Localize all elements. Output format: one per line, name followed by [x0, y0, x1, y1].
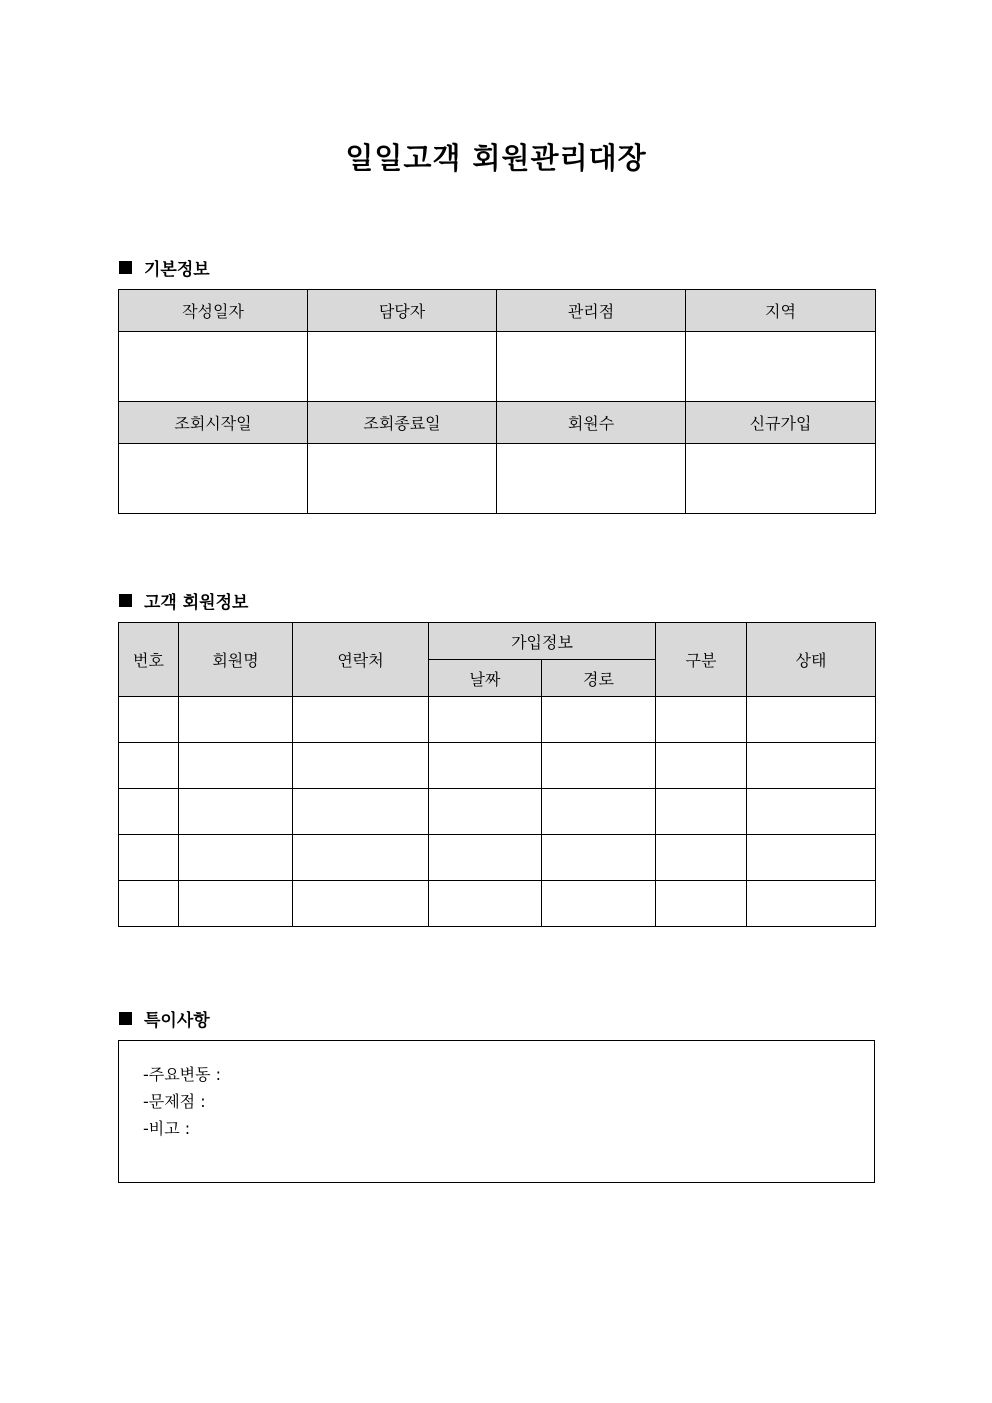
table-cell[interactable] — [293, 789, 429, 835]
header-contact: 연락처 — [293, 623, 429, 697]
table-row — [119, 697, 876, 743]
table-cell[interactable] — [429, 881, 542, 927]
header-new-signups: 신규가입 — [686, 402, 876, 444]
header-created-date: 작성일자 — [119, 290, 308, 332]
table-cell[interactable] — [747, 835, 876, 881]
member-info-table — [118, 622, 876, 927]
header-member-name: 회원명 — [179, 623, 293, 697]
branch-cell[interactable] — [497, 332, 686, 402]
header-query-start: 조회시작일 — [119, 402, 308, 444]
square-bullet-icon — [119, 261, 132, 274]
query-end-cell[interactable] — [308, 444, 497, 514]
note-remarks: -비고 : — [143, 1119, 191, 1138]
table-cell[interactable] — [179, 835, 293, 881]
table-cell[interactable] — [656, 697, 747, 743]
table-cell[interactable] — [119, 881, 179, 927]
table-row — [119, 881, 876, 927]
table-cell[interactable] — [179, 881, 293, 927]
table-cell[interactable] — [747, 743, 876, 789]
table-cell[interactable] — [293, 743, 429, 789]
header-join-info: 가입정보 — [429, 623, 656, 660]
created-date-cell[interactable] — [119, 332, 308, 402]
header-manager: 담당자 — [308, 290, 497, 332]
table-cell[interactable] — [293, 697, 429, 743]
header-category: 구분 — [656, 623, 747, 697]
table-cell[interactable] — [656, 789, 747, 835]
table-cell[interactable] — [656, 835, 747, 881]
header-join-date: 날짜 — [429, 660, 542, 697]
basic-info-table — [118, 289, 876, 514]
manager-cell[interactable] — [308, 332, 497, 402]
table-cell[interactable] — [747, 881, 876, 927]
table-cell[interactable] — [542, 789, 656, 835]
table-cell[interactable] — [656, 743, 747, 789]
table-cell[interactable] — [747, 789, 876, 835]
table-cell[interactable] — [429, 789, 542, 835]
header-number: 번호 — [119, 623, 179, 697]
header-branch: 관리점 — [497, 290, 686, 332]
notes-heading-label: 특이사항 — [144, 1011, 210, 1031]
page-title: 일일고객 회원관리대장 — [345, 141, 647, 175]
table-cell[interactable] — [429, 697, 542, 743]
table-cell[interactable] — [179, 697, 293, 743]
header-region: 지역 — [686, 290, 876, 332]
table-cell[interactable] — [119, 697, 179, 743]
table-cell[interactable] — [542, 835, 656, 881]
notes-heading — [119, 1006, 210, 1031]
table-cell[interactable] — [179, 789, 293, 835]
header-join-route: 경로 — [542, 660, 656, 697]
table-cell[interactable] — [747, 697, 876, 743]
header-status: 상태 — [747, 623, 876, 697]
basic-info-heading-label: 기본정보 — [144, 260, 210, 280]
table-cell[interactable] — [542, 743, 656, 789]
table-cell[interactable] — [429, 743, 542, 789]
table-cell[interactable] — [119, 789, 179, 835]
table-cell[interactable] — [293, 835, 429, 881]
notes-box[interactable] — [118, 1040, 875, 1183]
notes-list — [119, 1041, 874, 1142]
header-query-end: 조회종료일 — [308, 402, 497, 444]
table-cell[interactable] — [179, 743, 293, 789]
member-info-heading-label: 고객 회원정보 — [144, 593, 249, 613]
table-cell[interactable] — [119, 743, 179, 789]
table-cell[interactable] — [293, 881, 429, 927]
table-cell[interactable] — [429, 835, 542, 881]
table-row — [119, 743, 876, 789]
table-cell[interactable] — [656, 881, 747, 927]
basic-info-heading — [119, 255, 210, 280]
table-cell[interactable] — [542, 881, 656, 927]
table-cell[interactable] — [542, 697, 656, 743]
region-cell[interactable] — [686, 332, 876, 402]
note-issues: -문제점 : — [143, 1092, 206, 1111]
square-bullet-icon — [119, 594, 132, 607]
member-count-cell[interactable] — [497, 444, 686, 514]
note-major-changes: -주요변동 : — [143, 1065, 222, 1084]
header-member-count: 회원수 — [497, 402, 686, 444]
query-start-cell[interactable] — [119, 444, 308, 514]
member-info-heading — [119, 588, 248, 613]
table-row — [119, 835, 876, 881]
table-cell[interactable] — [119, 835, 179, 881]
table-row — [119, 789, 876, 835]
new-signups-cell[interactable] — [686, 444, 876, 514]
square-bullet-icon — [119, 1012, 132, 1025]
